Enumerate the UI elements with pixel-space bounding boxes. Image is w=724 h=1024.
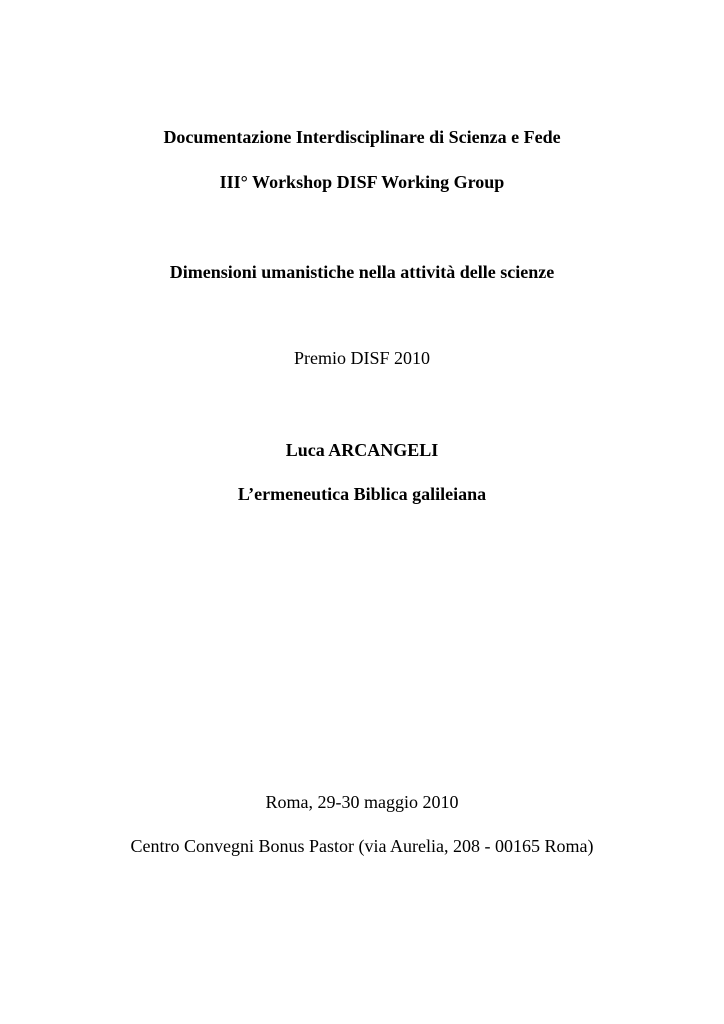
theme-heading: Dimensioni umanistiche nella attività delle scienze [169, 262, 555, 282]
author-name: Luca ARCANGELI [285, 440, 439, 460]
award-label: Premio DISF 2010 [293, 348, 430, 368]
organization-heading: Documentazione Interdisciplinare di Scienza e Fede [163, 127, 561, 147]
venue-address: Centro Convegni Bonus Pastor (via Aurelia, 208 - 00165 Roma) [130, 836, 594, 856]
workshop-heading: III° Workshop DISF Working Group [219, 172, 505, 192]
paper-title: L’ermeneutica Biblica galileiana [237, 484, 487, 504]
date-place: Roma, 29-30 maggio 2010 [265, 792, 459, 812]
